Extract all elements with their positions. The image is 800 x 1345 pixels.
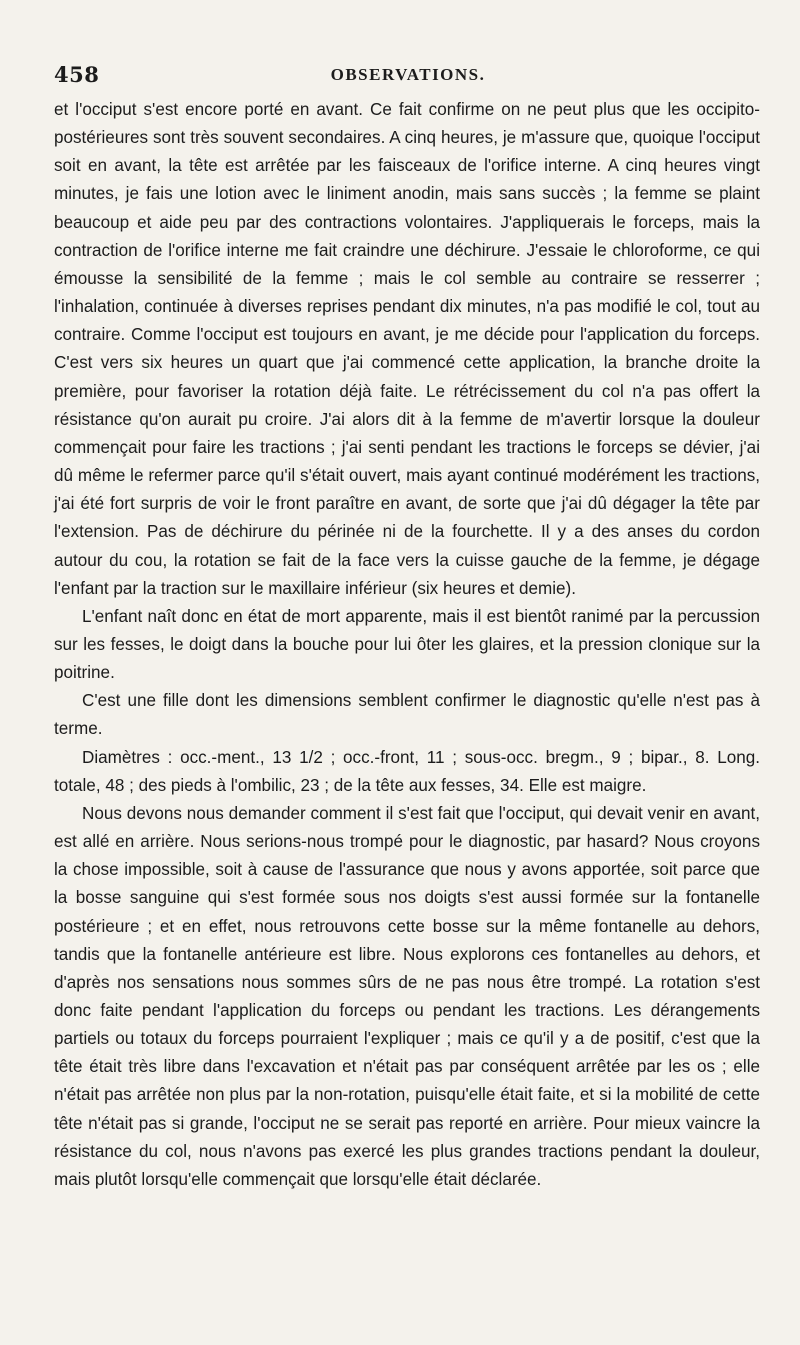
running-head: OBSERVATIONS. xyxy=(330,65,486,84)
paragraph-discussion: Nous devons nous demander comment il s'est fait que l'occiput, qui devait venir en avant, est allé en arrière. Nous serions-nous trompé pour le diagnostic, par hasard? Nous croyons la chose impossible, soit à cause de l'assurance que nous y avons apportée, soit parce que la bosse sanguine qui s'est formée sous nos doigts s'est aussi formée sur la fontanelle postérieure ; et en effet, nous retrouvons cette bosse sur la même fontanelle au dehors, tandis que la fontanelle antérieure est libre. Nous explorons ces fontanelles au dehors, et d'après nos sensations nous sommes sûrs de ne pas nous être trompé. La rotation s'est donc faite pendant l'application du forceps ou pendant les tractions. Les dérangements partiels ou totaux du forceps pourraient l'expliquer ; mais ce qu'il y a de positif, c'est que la tête était très libre dans l'excavation et n'était pas par conséquent arrêtée par les os ; elle n'était pas arrêtée non plus par la non-rotation, puisqu'elle était faite, et si la mobilité de cette tête n'était pas si grande, l'occiput ne se serait pas reporté en arrière. Pour mieux vaincre la résistance du col, nous n'avons pas exercé les plus grandes tractions pendant la douleur, mais plutôt lorsqu'elle commençait que lorsqu'elle était déclarée. xyxy=(54,803,760,1189)
paragraph-measurements: Diamètres : occ.-ment., 13 1/2 ; occ.-front, 11 ; sous-occ. bregm., 9 ; bipar., 8. Long. totale, 48 ; des pieds à l'ombilic, 23 ; de la tête aux fesses, 34. Elle est maigre. xyxy=(54,747,760,795)
book-page xyxy=(54,62,760,1194)
page-header xyxy=(54,62,760,96)
body-text xyxy=(54,96,760,1194)
paragraph-continuation: et l'occiput s'est encore porté en avant. Ce fait confirme on ne peut plus que les occipito-postérieures sont très souvent secondaires. A cinq heures, je m'assure que, quoique l'occiput soit en avant, la tête est arrêtée par les faisceaux de l'orifice interne. A cinq heures vingt minutes, je fais une lotion avec le liniment anodin, mais sans succès ; la femme se plaint beaucoup et aide peu par des contractions volontaires. J'appliquerais le forceps, mais la contraction de l'orifice interne me fait craindre une déchirure. J'essaie le chloroforme, ce qui émousse la sensibilité de la femme ; mais le col semble au contraire se resserrer ; l'inhalation, continuée à diverses reprises pendant dix minutes, n'a pas modifié le col, tout au contraire. Comme l'occiput est toujours en avant, je me décide pour l'application du forceps. C'est vers six heures un quart que j'ai commencé cette application, la branche droite la première, pour favoriser la rotation déjà faite. Le rétrécissement du col n'a pas offert la résistance qu'on aurait pu croire. J'ai alors dit à la femme de m'avertir lorsque la douleur commençait pour faire les tractions ; j'ai senti pendant les tractions le forceps se dévier, j'ai dû même le refermer parce qu'il s'était ouvert, mais ayant continué modérément les tractions, j'ai été fort surpris de voir le front paraître en avant, de sorte que j'ai dû dégager la tête par l'extension. Pas de déchirure du périnée ni de la fourchette. Il y a des anses du cordon autour du cou, la rotation se fait de la face vers la cuisse gauche de la femme, je dégage l'enfant par la traction sur le maxillaire inférieur (six heures et demie). xyxy=(54,100,760,598)
paragraph-birth: L'enfant naît donc en état de mort apparente, mais il est bientôt ranimé par la percussion sur les fesses, le doigt dans la bouche pour lui ôter les glaires, et la pression clonique sur la poitrine. xyxy=(54,606,760,683)
page-number: 458 xyxy=(54,62,100,87)
paragraph-diagnosis: C'est une fille dont les dimensions semblent confirmer le diagnostic qu'elle n'est pas à terme. xyxy=(54,691,760,739)
